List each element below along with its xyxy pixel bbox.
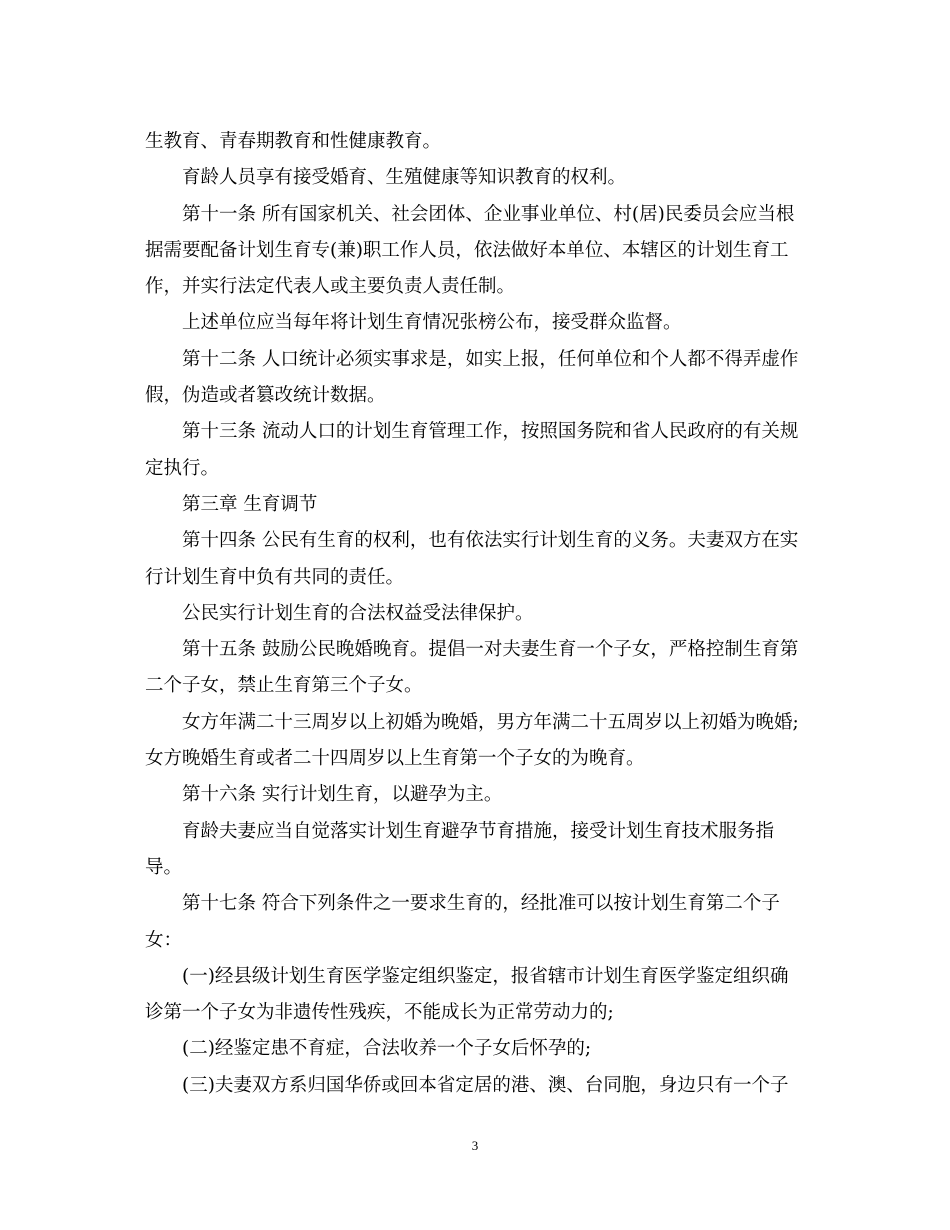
text-line: 第十四条 公民有生育的权利，也有依法实行计划生育的义务。夫妻双方在实	[182, 530, 799, 552]
text-line: 女方晚婚生育或者二十四周岁以上生育第一个子女的为晚育。	[145, 748, 645, 770]
text-line: (二)经鉴定患不育症，合法收养一个子女后怀孕的;	[182, 1038, 592, 1060]
text-line: 诊第一个子女为非遗传性残疾，不能成长为正常劳动力的;	[145, 1002, 614, 1024]
text-line: 假，伪造或者篡改统计数据。	[145, 385, 386, 407]
text-line: 第十一条 所有国家机关、社会团体、企业事业单位、村(居)民委员会应当根	[182, 203, 795, 225]
text-line: 第十二条 人口统计必须实事求是，如实上报，任何单位和个人都不得弄虚作	[182, 348, 799, 370]
text-line: 定执行。	[145, 457, 220, 479]
text-line: 第十七条 符合下列条件之一要求生育的，经批准可以按计划生育第二个子	[182, 893, 780, 915]
text-line: 行计划生育中负有共同的责任。	[145, 566, 405, 588]
text-line: 公民实行计划生育的合法权益受法律保护。	[182, 602, 534, 624]
body-text	[145, 124, 810, 1104]
text-line: 上述单位应当每年将计划生育情况张榜公布，接受群众监督。	[182, 312, 682, 334]
text-line: 第十六条 实行计划生育，以避孕为主。	[182, 784, 503, 806]
text-line: 女：	[145, 929, 183, 951]
text-line: 生教育、青春期教育和性健康教育。	[145, 131, 442, 152]
page-number: 3	[471, 1138, 479, 1153]
text-line: (三)夫妻双方系归国华侨或回本省定居的港、澳、台同胞，身边只有一个子	[182, 1074, 789, 1096]
text-line: 育龄夫妻应当自觉落实计划生育避孕节育措施，接受计划生育技术服务指	[182, 820, 775, 842]
text-line: 第十三条 流动人口的计划生育管理工作，按照国务院和省人民政府的有关规	[182, 421, 799, 443]
text-line: 育龄人员享有接受婚育、生殖健康等知识教育的权利。	[182, 167, 627, 189]
text-line: 第三章 生育调节	[182, 493, 318, 515]
text-line: 据需要配备计划生育专(兼)职工作人员，依法做好本单位、本辖区的计划生育工	[145, 239, 789, 261]
text-line: 第十五条 鼓励公民晚婚晚育。提倡一对夫妻生育一个子女，严格控制生育第	[182, 639, 799, 661]
text-line: (一)经县级计划生育医学鉴定组织鉴定，报省辖市计划生育医学鉴定组织确	[182, 965, 789, 987]
text-line: 二个子女，禁止生育第三个子女。	[145, 675, 423, 697]
text-line: 导。	[145, 856, 183, 878]
text-line: 作，并实行法定代表人或主要负责人责任制。	[145, 276, 516, 298]
text-line: 女方年满二十三周岁以上初婚为晚婚，男方年满二十五周岁以上初婚为晚婚;	[182, 711, 799, 733]
